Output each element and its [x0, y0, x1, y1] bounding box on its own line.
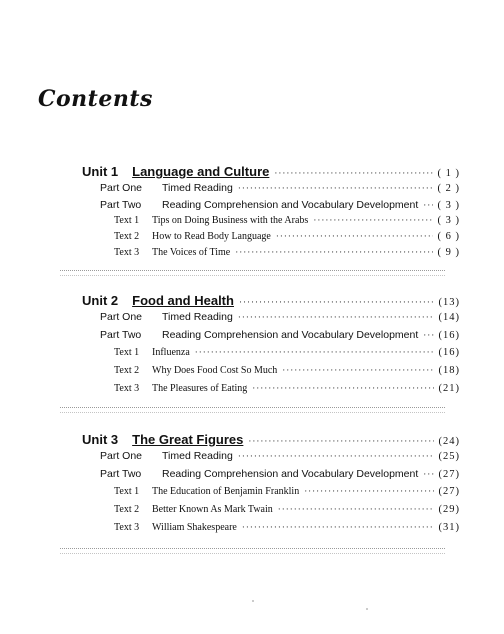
dot-leader	[313, 215, 432, 225]
dot-leader	[423, 469, 433, 479]
text-label: Text 1	[114, 215, 140, 226]
dot-leader	[242, 522, 434, 532]
unit-title[interactable]: Language and Culture	[132, 164, 270, 179]
section-divider	[60, 270, 445, 276]
page-number: (24)	[438, 436, 460, 447]
page-number: ( 6 )	[437, 231, 460, 242]
part-label: Part One	[100, 182, 143, 194]
page-number: (27)	[438, 469, 460, 480]
dot-leader	[235, 247, 432, 257]
text-row[interactable]	[114, 247, 460, 263]
page-number: (25)	[438, 451, 460, 462]
text-label: Text 1	[114, 347, 140, 358]
part-row[interactable]	[100, 468, 460, 484]
dot-leader	[423, 330, 433, 340]
part-row[interactable]	[100, 311, 460, 327]
unit-number: Unit 3	[82, 432, 119, 447]
part-label: Part Two	[100, 199, 142, 211]
page-number: ( 1 )	[437, 168, 460, 179]
page-number: (27)	[438, 486, 460, 497]
text-title[interactable]: How to Read Body Language	[152, 231, 271, 242]
page-number: (13)	[438, 297, 460, 308]
unit-title[interactable]: Food and Health	[132, 293, 234, 308]
page-number: (21)	[438, 383, 460, 394]
page-number: (29)	[438, 504, 460, 515]
text-label: Text 2	[114, 504, 140, 515]
dot-leader	[282, 365, 433, 375]
part-title[interactable]: Reading Comprehension and Vocabulary Development	[162, 468, 419, 480]
page-number: ( 3 )	[437, 200, 460, 211]
dot-leader	[276, 231, 433, 241]
page-number: (16)	[438, 347, 460, 358]
text-row[interactable]	[114, 347, 460, 363]
text-row[interactable]	[114, 365, 460, 381]
dot-leader	[252, 383, 433, 393]
dot-leader	[195, 347, 434, 357]
dot-leader	[274, 168, 432, 178]
text-label: Text 3	[114, 247, 140, 258]
page-number: ( 9 )	[437, 247, 460, 258]
part-label: Part One	[100, 311, 143, 323]
text-row[interactable]	[114, 486, 460, 502]
part-row[interactable]	[100, 199, 460, 215]
text-title[interactable]: Better Known As Mark Twain	[152, 504, 273, 515]
unit-heading-row[interactable]	[82, 164, 460, 180]
text-row[interactable]	[114, 231, 460, 247]
page-number: (18)	[438, 365, 460, 376]
dot-leader	[423, 200, 432, 210]
text-label: Text 2	[114, 365, 140, 376]
part-label: Part One	[100, 450, 143, 462]
part-row[interactable]	[100, 182, 460, 198]
text-row[interactable]	[114, 504, 460, 520]
scan-speck	[366, 608, 368, 610]
part-title[interactable]: Reading Comprehension and Vocabulary Development	[162, 199, 419, 211]
contents-heading: Contents	[38, 86, 153, 112]
page-number: ( 2 )	[437, 183, 460, 194]
text-label: Text 1	[114, 486, 140, 497]
page-number: (14)	[438, 312, 460, 323]
dot-leader	[304, 486, 433, 496]
text-label: Text 2	[114, 231, 140, 242]
unit-heading-row[interactable]	[82, 432, 460, 448]
text-title[interactable]: The Education of Benjamin Franklin	[152, 486, 300, 497]
text-title[interactable]: Tips on Doing Business with the Arabs	[152, 215, 309, 226]
part-row[interactable]	[100, 450, 460, 466]
text-label: Text 3	[114, 522, 140, 533]
page-number: ( 3 )	[437, 215, 460, 226]
section-divider	[60, 548, 445, 554]
scan-speck	[252, 600, 254, 602]
text-label: Text 3	[114, 383, 140, 394]
part-title[interactable]: Timed Reading	[162, 311, 233, 323]
text-title[interactable]: William Shakespeare	[152, 522, 237, 533]
unit-number: Unit 2	[82, 293, 119, 308]
dot-leader	[238, 312, 434, 322]
part-title[interactable]: Timed Reading	[162, 182, 233, 194]
part-title[interactable]: Reading Comprehension and Vocabulary Development	[162, 329, 419, 341]
text-title[interactable]: Influenza	[152, 347, 190, 358]
dot-leader	[278, 504, 434, 514]
unit-number: Unit 1	[82, 164, 119, 179]
page-number: (31)	[438, 522, 460, 533]
text-row[interactable]	[114, 383, 460, 399]
text-row[interactable]	[114, 215, 460, 231]
text-title[interactable]: The Pleasures of Eating	[152, 383, 248, 394]
part-label: Part Two	[100, 468, 142, 480]
text-title[interactable]: Why Does Food Cost So Much	[152, 365, 278, 376]
unit-title[interactable]: The Great Figures	[132, 432, 244, 447]
section-divider	[60, 407, 445, 413]
part-label: Part Two	[100, 329, 142, 341]
part-row[interactable]	[100, 329, 460, 345]
unit-heading-row[interactable]	[82, 293, 460, 309]
text-row[interactable]	[114, 522, 460, 538]
page-number: (16)	[438, 330, 460, 341]
dot-leader	[238, 451, 434, 461]
part-title[interactable]: Timed Reading	[162, 450, 233, 462]
text-title[interactable]: The Voices of Time	[152, 247, 231, 258]
dot-leader	[248, 436, 433, 446]
dot-leader	[238, 183, 433, 193]
dot-leader	[239, 297, 434, 307]
